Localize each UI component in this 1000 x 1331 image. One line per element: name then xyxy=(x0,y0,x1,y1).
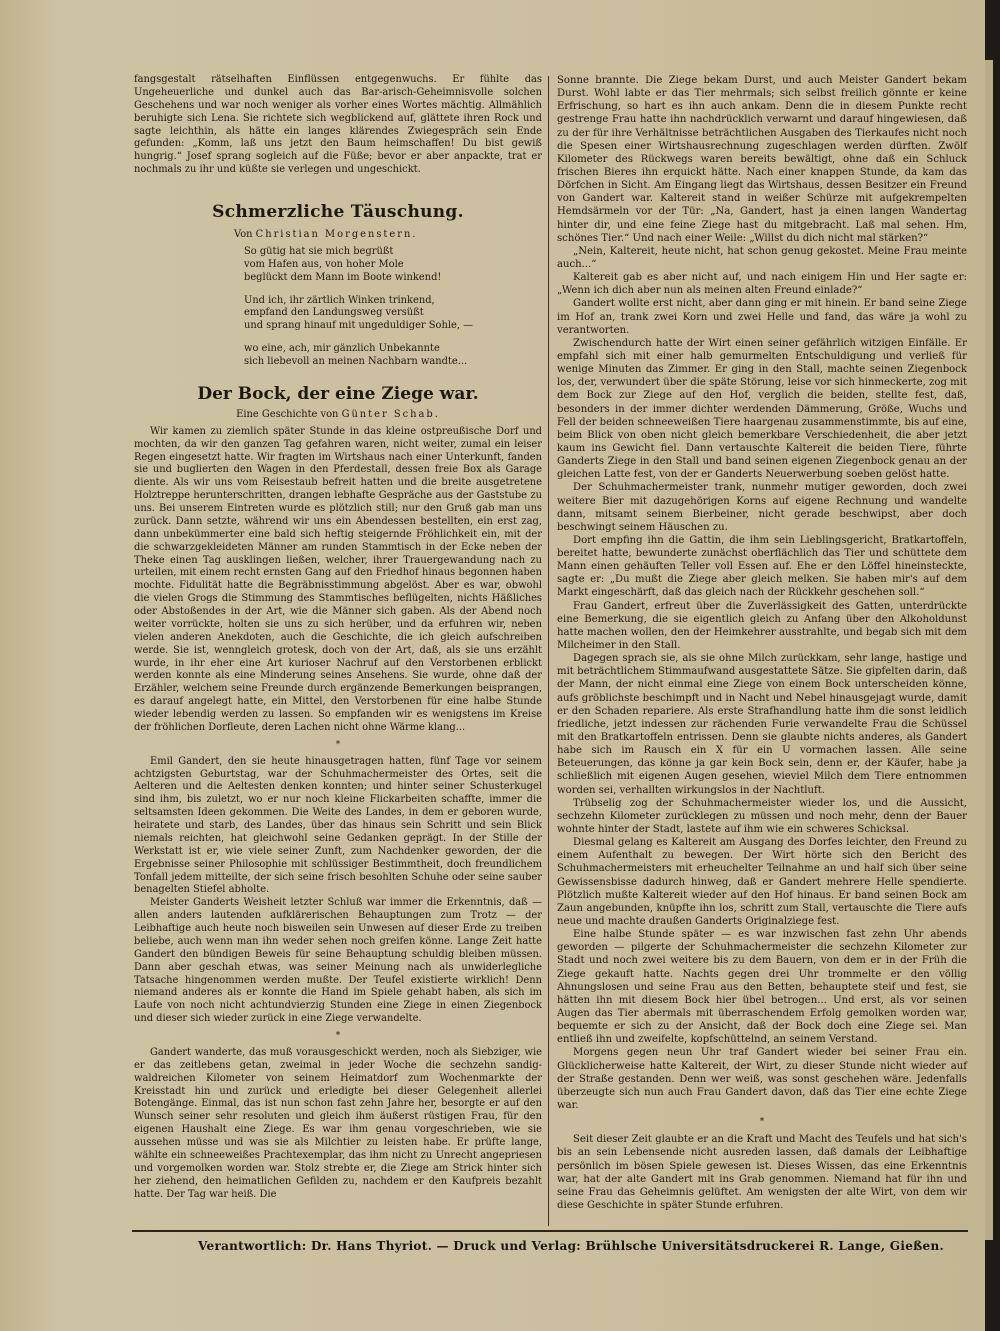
poem-byline-prefix: Von xyxy=(234,229,253,240)
footer-rule xyxy=(132,1230,968,1232)
section-star: * xyxy=(759,1117,765,1128)
story-paragraph: Gandert wanderte, das muß vorausgeschickt werden, noch als Siebziger, wie er das zeitlebens getan, zweimal in jeder Woche die sechzehn sandig-waldreichen Kilometer von seinem Heimatdorf zum Wochenmarkte der Kreisstadt hin und zurück und erledigte bei dieser Gelegenheit allerlei Botengänge. Einmal, das ist nun schon fast zehn Jahre her, besorgte er auf den Wunsch seiner sehr resoluten und gleich ihm äußerst rüstigen Frau, für den eigenen Haushalt eine Ziege. Es war ihm genau vorgeschrieben, wie sie aussehen müsse und was sie als Milchtier zu leisten habe. Er prüfte lange, wählte ein schneeweißes Prachtexemplar, das ihm nicht zu Unrecht angepriesen und vorgemolken worden war. Stolz strebte er, die Ziege am Strick hinter sich her ziehend, den heimatlichen Gefilden zu, nachdem er den Kaufpreis bezahlt hatte. Der Tag war heiß. Die xyxy=(134,1046,542,1200)
poem-line: beglückt dem Mann im Boote winkend! xyxy=(244,271,442,283)
poem-stanza xyxy=(244,295,542,334)
imprint-footer: Verantwortlich: Dr. Hans Thyriot. — Druck und Verlag: Brühlsche Universitätsdruckerei R. Lange, Gießen. xyxy=(198,1239,944,1253)
story-byline-prefix: Eine Geschichte von xyxy=(236,408,339,420)
poem-line: Und ich, ihr zärtlich Winken trinkend, xyxy=(244,294,435,306)
story-paragraph: Meister Ganderts Weisheit letzter Schluß war immer die Erkenntnis, daß — allen anders lautenden aufklärerischen Behauptungen zum Trotz — der Leibhaftige auch heute noch bisweilen sein Unwesen auf dieser Erde zu treiben beliebe, auch wenn man ihn weder sehen noch greifen könne. Lange Zeit hatte Gandert den bündigen Beweis für seine Behauptung schuldig bleiben müssen. Dann aber geschah etwas, was seiner Meinung nach als unwiderlegliche Tatsache hingenommen werden mußte. Der Teufel existierte wirklich! Denn niemand anderes als er konnte die Hand im Spiele gehabt haben, als sich im Laufe von noch nicht achtundvierzig Stunden eine Ziege in einen Ziegenbock und dieser sich wieder zurück in eine Ziege verwandelte. xyxy=(134,897,542,1025)
story-paragraph: Sonne brannte. Die Ziege bekam Durst, und auch Meister Gandert bekam Durst. Wohl labte er das Tier mehrmals; sich selbst freilich gönnte er keine Erfrischung, so hart es ihn auch ankam. Denn die in diesem Punkte recht gestrenge Frau hatte ihn nachdrücklich verwarnt und darauf hingewiesen, daß zu der für ihre Verhältnisse beträchtlichen Ausgaben des Tierkaufes nicht noch die Spesen einer Wirtshausrechnung zugeschlagen werden dürften. Zwölf Kilometer des Rückwegs waren bereits bewältigt, ohne daß ein Schluck frischen Bieres ihn erquickt hätte. Nach einer knappen Stunde, da kam das Dörfchen in Sicht. Am Eingang liegt das Wirtshaus, dessen Besitzer ein Freund von Gandert war. Kaltereit stand in weißer Schürze mit aufgekrempelten Hemdsärmeln vor der Tür: „Na, Gandert, hast ja einen langen Wandertag hinter dir, und eine feine Ziege hast du mitgebracht. Laß mal sehen. Hm, schönes Tier.“ Und nach einer Weile: „Willst du dich nicht mal stärken?“ xyxy=(557,75,967,244)
poem-line: sich liebevoll an meinen Nachbarn wandte... xyxy=(244,356,468,367)
poem xyxy=(134,246,542,369)
poem-line: So gütig hat sie mich begrüßt xyxy=(244,245,394,257)
story-paragraph: Seit dieser Zeit glaubte er an die Kraft und Macht des Teufels und hat sich's bis an sein Lebensende nicht ausreden lassen, daß damals der Leibhaftige persönlich im bösen Spiele gewesen ist. Dieses Wissen, das eine Erkenntnis war, hat der alte Gandert mit ins Grab genommen. Niemand hat für ihn und seine Frau das Geheimnis gelüftet. Am wenigsten der alte Wirt, von dem wir diese Geschichte in später Stunde erfuhren. xyxy=(557,1134,967,1211)
poem-stanza xyxy=(244,246,542,285)
poem-line: wo eine, ach, mir gänzlich Unbekannte xyxy=(244,343,440,355)
story-paragraph: Gandert wollte erst nicht, aber dann ging er mit hinein. Er band seine Ziege im Hof an, trank zwei Korn und zwei Helle und fand, das wäre ja wohl zu verantworten. xyxy=(557,298,967,336)
story-continuation: fangsgestalt rätselhaften Einflüssen entgegenwuchs. Er fühlte das Ungeheuerliche und dunkel auch das Bar-arisch-Geheimnisvolle solchen Geschehens und war noch weniger als vorher eines Wortes mächtig. Allmählich beruhigte sich Lena. Sie richtete sich wegblickend auf, glättete ihren Rock und sagte leichthin, als hätte ein langes klärendes Zwiegespräch sein Ende gefunden: „Komm, laß uns jetzt den Baum heimschaffen! Du bist gewiß hungrig.“ Josef sprang sogleich auf die Füße; bevor er aber anpackte, trat er nochmals zu ihr und küßte sie verlegen und ungeschickt. xyxy=(134,74,542,176)
poem-title: Schmerzliche Täuschung. xyxy=(212,202,464,222)
section-star: * xyxy=(335,739,341,750)
poem-author: Christian Morgenstern. xyxy=(255,229,418,240)
story-paragraph: Kaltereit gab es aber nicht auf, und nach einigem Hin und Her sagte er: „Wenn ich dich aber nun als meinen alten Freund einlade?“ xyxy=(557,272,967,297)
right-column xyxy=(557,74,967,1212)
story-paragraph: Der Schuhmachermeister trank, nunmehr mutiger geworden, doch zwei weitere Bier mit dazugehörigen Korns auf eigene Rechnung und wandelte dann, mitsamt seinem Bierbeiner, nicht gerade beschwipst, aber doch beschwingt seinem Häuschen zu. xyxy=(557,482,967,533)
poem-line: und sprang hinauf mit ungeduldiger Sohle, — xyxy=(244,320,474,332)
story-byline xyxy=(134,409,542,422)
column-divider xyxy=(548,76,549,1226)
poem-line: empfand den Landungsweg versüßt xyxy=(244,307,424,319)
story-paragraph: Eine halbe Stunde später — es war inzwischen fast zehn Uhr abends geworden — pilgerte der Schuhmachermeister die sechzehn Kilometer zur Stadt und noch zwei weitere bis zu dem Bauern, von dem er in der Früh die Ziege gekauft hatte. Nachts gegen drei Uhr trommelte er den völlig Ahnungslosen und seine Frau aus den Betten, behauptete steif und fest, sie hätten ihn mit diesem Bock hier übel betrogen... Und erst, als vor seinen Augen das Tier abermals mit überraschendem Erfolg gemolken worden war, bequemte er sich zu der Ansicht, daß der Bock doch eine Ziege sei. Man entließ ihn und zweifelte, kopfschüttelnd, an seinem Verstand. xyxy=(557,929,967,1046)
story-author: Günter Schab. xyxy=(341,408,440,420)
story-paragraph: Trübselig zog der Schuhmachermeister wieder los, und die Aussicht, sechzehn Kilometer zurücklegen zu müssen und noch mehr, denn der Bauer wohnte hinter der Stadt, lastete auf ihm wie ein schweres Schicksal. xyxy=(557,797,967,836)
poem-line: vom Hafen aus, von hoher Mole xyxy=(244,258,404,270)
story-paragraph: Emil Gandert, den sie heute hinausgetragen hatten, fünf Tage vor seinem achtzigsten Geburtstag, war der Schuhmachermeister des Ortes, seit die Aelteren und die Aeltesten denken konnten; und hinter seiner Schusterkugel sind ihm, bis zuletzt, wo er nur noch kleine Flickarbeiten schaffte, immer die seltsamsten Ideen gekommen. Die Weite des Landes, in dem er geboren wurde, heiratete und starb, des Landes, über das hinaus sein Schritt und sein Blick niemals reichten, hat gleichwohl seine Gedanken geprägt. In der Stille der Werkstatt ist er, wie viele seiner Zunft, zum Nachdenker geworden, der die Ergebnisse seiner Philosophie mit schlüssiger Bestimmtheit, doch freundlichem Tonfall jedem mitteilte, der sich seine frisch besohlten Schuhe oder seine sauber benagelten Stiefel abholte. xyxy=(134,755,542,896)
next-page-edge xyxy=(985,0,1000,1331)
story-paragraph: Zwischendurch hatte der Wirt einen seiner gefährlich witzigen Einfälle. Er empfahl sich mit einer halb gemurmelten Entschuldigung und verließ für wenige Minuten das Zimmer. Er ging in den Stall, machte seinen Ziegenbock los, der, verwundert über die späte Störung, leise vor sich hinmeckerte, zog mit dem Bock zur Ziege auf den Hof, verglich die beiden, stellte fest, daß, besonders in der immer dichter werdenden Dämmerung, Größe, Wuchs und Fell der beiden schneeweißen Tiere haargenau zusammenstimmte, bis auf eine, beim Blick von oben nicht gleich bemerkbare Verschiedenheit, die aber jetzt kaum ins Gewicht fiel. Dann vertauschte Kaltereit die beiden Tiere, führte Ganderts Ziege in den Stall und band seinen eigenen Ziegenbock genau an der gleichen Latte fest, von der er Ganderts Neuerwerbung soeben gelöst hatte. xyxy=(557,337,967,481)
story-paragraph: Dagegen sprach sie, als sie ohne Milch zurückkam, sehr lange, hastige und mit beträchtlichem Stimmaufwand ausgestattete Sätze. Sie gipfelten darin, daß der Mann, der nicht einmal eine Ziege von einem Bock unterscheiden könne, aufs gröblichste beschimpft und in Nacht und Nebel hinausgejagt wurde, damit er den Schaden repariere. Als erste Strafhandlung hatte ihm die sonst leidlich friedliche, jetzt indessen zur rächenden Furie verwandelte Frau die Schüssel mit den Bratkartoffeln entrissen. Denn sie glaubte nichts anderes, als Gandert habe sich im Rausch ein X für ein U vormachen lassen. Alle seine Beteuerungen, das könne ja gar kein Bock sein, denn er, der Käufer, habe ja schließlich mit eigenen Augen gesehen, wieviel Milch dem Tiere entnommen worden sei, verhallten wirkungslos in der Nachtluft. xyxy=(557,653,967,796)
poem-stanza xyxy=(244,343,542,369)
story-title: Der Bock, der eine Ziege war. xyxy=(197,383,479,404)
story-paragraph: Wir kamen zu ziemlich später Stunde in das kleine ostpreußische Dorf und mochten, da wir den ganzen Tag gefahren waren, nicht weiter, zumal ein leiser Regen eingesetzt hatte. Wir fragten im Wirtshaus nach einer Unterkunft, fanden sie und buglierten den Wagen in den Pferdestall, dessen freie Box als Garage diente. Als wir uns vom Reisestaub befreit hatten und die breite ausgetretene Holztreppe herunterschritten, drangen lebhafte Gespräche aus der Gaststube zu uns. Bei unserem Eintreten wurde es plötzlich still; nur den Gruß gab man uns zurück. Dann setzte, während wir uns ein Abendessen bestellten, ein erst zag, dann unbekümmerter eine bald sich heftig steigernde Fröhlichkeit ein, mit der die schwarzgekleideten Männer am runden Stammtisch in der Ecke neben der Theke einen Tag ausklingen ließen, welcher, ihrer Trauergewandung nach zu urteilen, mit einem recht ernsten Gang auf den Friedhof hinaus begonnen haben mochte. Fidulität hatte die Begräbnisstimmung abgelöst. Aber es war, obwohl die vielen Grogs die Stimmung des Stammtisches beflügelten, nichts Häßliches oder Abstoßendes in der Art, wie die Männer sich gaben. Als der Abend noch weiter vorrückte, holten sie uns zu sich herüber, und da erfuhren wir, neben vielen anderen Anekdoten, auch die Geschichte, die ich gleich aufschreiben werde. Sie ist, wenngleich grotesk, doch von der Art, daß, als sie uns erzählt wurde, in ihr eher eine Art kurioser Nachruf auf den Verstorbenen erblickt werden konnte als eine Minderung seines Ansehens. Sie wurde, ohne daß der Erzähler, welchem seine Freunde durch ergänzende Bemerkungen beisprangen, es darauf angelegt hatte, ein Mittel, den Verstorbenen für eine halbe Stunde wieder lebendig werden zu lassen. So empfanden wir es wenigstens im Kreise der fröhlichen Dorfleute, deren Lachen nicht ohne Wärme klang... xyxy=(134,425,542,733)
story-paragraph: „Nein, Kaltereit, heute nicht, hat schon genug gekostet. Meine Frau meinte auch...“ xyxy=(557,245,967,270)
story-paragraph: Dort empfing ihn die Gattin, die ihm sein Lieblingsgericht, Bratkartoffeln, bereitet hatte, bewunderte zunächst oberflächlich das Tier und schüttete dem Mann einen gehäuften Teller voll Essen auf. Ehe er den Löffel hineinsteckte, sagte er: „Du mußt die Ziege aber gleich melken. Sie haben mir's auf dem Markt eingeschärft, daß das gleich nach der Rückkehr geschehen soll.“ xyxy=(557,534,967,599)
story-paragraph: Frau Gandert, erfreut über die Zuverlässigkeit des Gatten, unterdrückte eine Bemerkung, die sie eigentlich gleich zu Anfang über den Alkoholdunst hatte machen wollen, den der Heimkehrer ausstrahlte, und begab sich mit dem Milcheimer in den Stall. xyxy=(557,600,967,652)
next-page-sliver xyxy=(985,60,993,1240)
left-column xyxy=(134,74,542,1201)
story-paragraph: Morgens gegen neun Uhr traf Gandert wieder bei seiner Frau ein. Glücklicherweise hatte Kaltereit, der Wirt, zu dieser Stunde nicht wieder auf der Straße gestanden. Denn wer weiß, was sonst geschehen wäre. Jedenfalls überzeugte sich nun auch Frau Gandert davon, daß das Tier eine echte Ziege war. xyxy=(557,1047,967,1111)
story-paragraph: Diesmal gelang es Kaltereit am Ausgang des Dorfes leichter, den Freund zu einem Aufenthalt zu bewegen. Der Wirt hörte sich den Bericht des Schuhmachermeisters mit erheuchelter Teilnahme an und half sich über seine Gewissensbisse dadurch hinweg, daß er Gandert mehrere Helle spendierte. Plötzlich mußte Kaltereit wieder auf den Hof hinaus. Er band seinen Bock am Zaun angebunden, knüpfte ihn los, schritt zum Stall, vertauschte die Tiere aufs neue und machte draußen Ganderts Originalziege fest. xyxy=(557,837,967,927)
section-star: * xyxy=(335,1031,341,1041)
poem-byline xyxy=(134,229,542,242)
